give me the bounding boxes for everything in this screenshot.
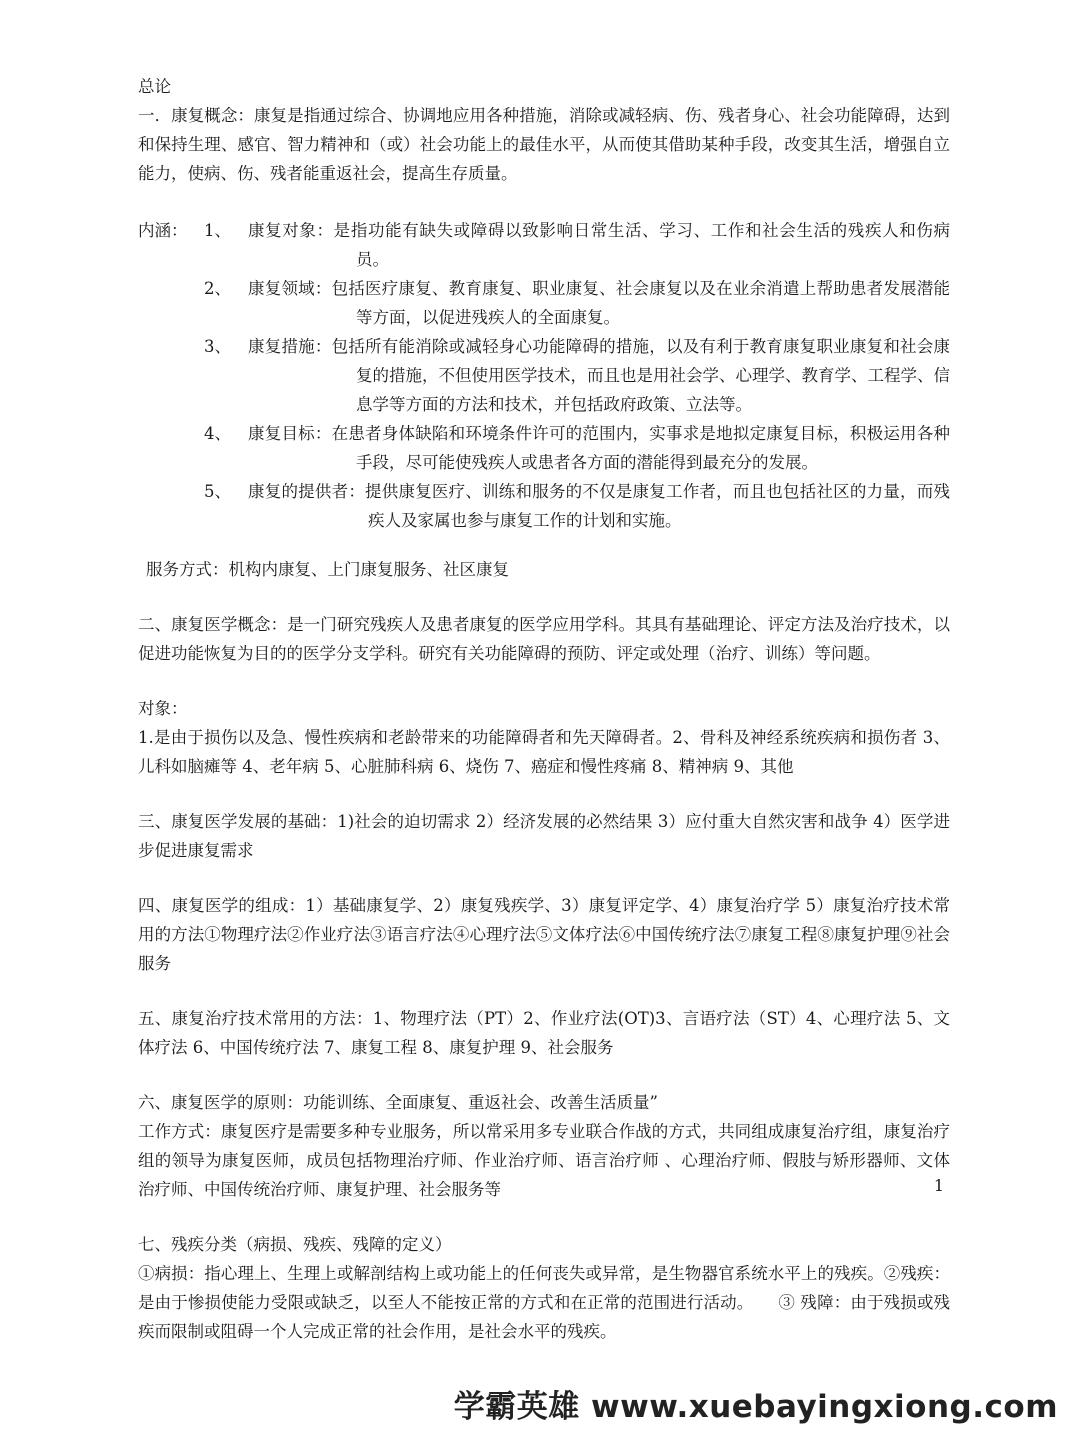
objects-label: 对象： [138,699,188,718]
connotation-label: 内涵： [138,221,188,240]
site-watermark: 学霸英雄 www.xuebayingxiong.com [453,1389,1058,1425]
section-4-composition: 四、康复医学的组成：1）基础康复学、2）康复残疾学、3）康复评定学、4）康复治疗学 5）康复治疗技术常用的方法①物理疗法②作业疗法③语言疗法④心理疗法⑤文体疗法⑥中国传统疗法⑦康复工程⑧康复护理⑨社会服务 [138,896,950,973]
item-number: 5、 [204,482,231,501]
section-3-foundation: 三、康复医学发展的基础：1)社会的迫切需求 2）经济发展的必然结果 3）应付重大自然灾害和战争 4）医学进步促进康复需求 [138,812,950,860]
connotation-item-5 [204,477,950,535]
doc-title: 总论 [138,77,171,96]
connotation-item-2 [204,274,950,332]
section-6-principles: 六、康复医学的原则：功能训练、全面康复、重返社会、改善生活质量” [138,1093,658,1112]
item-number: 1、 [204,221,231,240]
item-text: 康复对象：是指功能有缺失或障碍以致影响日常生活、学习、工作和社会生活的残疾人和伤病员。 [248,221,950,269]
item-number: 3、 [204,337,231,356]
item-number: 4、 [204,424,231,443]
section-7-definitions: ①病损：指心理上、生理上或解剖结构上或功能上的任何丧失或异常，是生物器官系统水平上的残疾。②残疾：是由于惨损使能力受限或缺乏，以至人不能按正常的方式和在正常的范围进行活动。 ③ 残障：由于残损或残疾而限制或阻碍一个人完成正常的社会作用，是社会水平的残疾。 [138,1264,950,1341]
section-2-rehab-medicine: 二、康复医学概念：是一门研究残疾人及患者康复的医学应用学科。其具有基础理论、评定方法及治疗技术，以促进功能恢复为目的的医学分支学科。研究有关功能障碍的预防、评定或处理（治疗、训练）等问题。 [138,615,950,663]
connotation-item-1 [204,216,950,274]
objects-text: 1.是由于损伤以及急、慢性疾病和老龄带来的功能障碍者和先天障碍者。2、骨科及神经系统疾病和损伤者 3、儿科如脑瘫等 4、老年病 5、心脏肺科病 6、烧伤 7、癌症和慢性疼痛 8、精神病 9、其他 [138,728,950,776]
page-number: 1 [933,1176,944,1195]
item-text: 康复领域：包括医疗康复、教育康复、职业康复、社会康复以及在业余消遣上帮助患者发展潜能等方面，以促进残疾人的全面康复。 [248,279,950,327]
connotation-item-4 [204,419,950,477]
item-text: 康复措施：包括所有能消除或减轻身心功能障碍的措施，以及有利于教育康复职业康复和社会康复的措施，不但使用医学技术，而且也是用社会学、心理学、教育学、工程学、信息学等方面的方法和技术，并包括政府政策、立法等。 [248,337,950,414]
section-1-rehab-concept: 一．康复概念：康复是指通过综合、协调地应用各种措施，消除或减轻病、伤、残者身心、社会功能障碍，达到和保持生理、感官、智力精神和（或）社会功能上的最佳水平，从而使其借助某种手段，改变其生活，增强自立能力，使病、伤、残者能重返社会，提高生存质量。 [138,106,950,183]
item-number: 2、 [204,279,231,298]
service-modes: 服务方式：机构内康复、上门康复服务、社区康复 [146,560,509,579]
item-text: 康复的提供者：提供康复医疗、训练和服务的不仅是康复工作者，而且也包括社区的力量，而残疾人及家属也参与康复工作的计划和实施。 [248,482,950,530]
work-mode: 工作方式：康复医疗是需要多种专业服务，所以常采用多专业联合作战的方式，共同组成康复治疗组，康复治疗组的领导为康复医师，成员包括物理治疗师、作业治疗师、语言治疗师 、心理治疗师、假肢与矫形器师、文体治疗师、中国传统治疗师、康复护理、社会服务等 [138,1122,950,1199]
section-7-disability-classification: 七、残疾分类（病损、残疾、残障的定义） [138,1235,452,1254]
connotation-item-3 [204,332,950,419]
connotation-block [138,216,950,535]
document-page [138,72,950,1346]
item-text: 康复目标：在患者身体缺陷和环境条件许可的范围内，实事求是地拟定康复目标，积极运用各种手段，尽可能使残疾人或患者各方面的潜能得到最充分的发展。 [248,424,950,472]
section-5-methods: 五、康复治疗技术常用的方法：1、物理疗法（PT）2、作业疗法(OT)3、言语疗法（ST）4、心理疗法 5、文体疗法 6、中国传统疗法 7、康复工程 8、康复护理 9、社会服务 [138,1009,950,1057]
